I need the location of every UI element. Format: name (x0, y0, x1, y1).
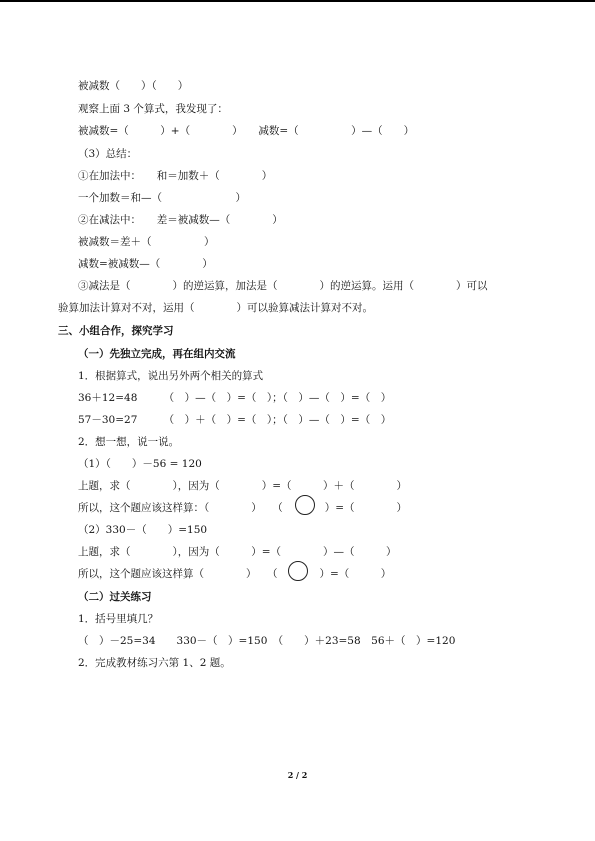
line-equation-57: 57－30=27 （ ）＋（ ）=（ ）；（ ）—（ ）=（ ） (78, 414, 392, 426)
line-problem-one-method: 所以，这个题应该这样算：（ ） （ ）=（ ） (78, 502, 408, 514)
line-exercises: （ ）－25=34 330－（ ）=150 （ ）＋23=58 56＋（ ）=120 (78, 635, 456, 647)
line-equation-36: 36＋12=48 （ ）—（ ）=（ ）；（ ）—（ ）=（ ） (78, 392, 392, 404)
line-addition-rule: ①在加法中： 和＝加数＋（ ） (78, 170, 273, 182)
line-summary-heading: （3）总结： (78, 148, 138, 160)
line-textbook-task: 2．完成教材练习六第 1、2 题。 (78, 657, 231, 669)
line-subtraction-rule: ②在减法中： 差＝被减数—（ ） (78, 214, 283, 226)
top-rule (0, 0, 595, 2)
subsection-two-heading: （二）过关练习 (78, 591, 152, 603)
line-problem-two: （2）330－（ ）=150 (78, 524, 208, 536)
page-number: 2 / 2 (287, 770, 308, 780)
line-problem-two-reason: 上题，求（ ），因为（ ）=（ ）—（ ） (78, 546, 397, 558)
line-inverse-operation: ③减法是（ ）的逆运算，加法是（ ）的逆运算。运用（ ）可以 (78, 280, 488, 292)
line-task-one: 1．根据算式，说出另外两个相关的算式 (78, 370, 264, 382)
section-three-heading: 三、小组合作，探究学习 (58, 325, 174, 337)
line-problem-two-method: 所以，这个题应该这样算（ ） （ ）=（ ） (78, 568, 392, 580)
line-addend-rule: 一个加数＝和—（ ） (78, 192, 246, 204)
line-observe: 观察上面 3 个算式，我发现了： (78, 103, 228, 115)
line-minuend-blanks: 被减数（ ）（ ） (78, 80, 189, 92)
line-problem-one-reason: 上题，求（ ），因为（ ）=（ ）＋（ ） (78, 480, 408, 492)
line-subtrahend-rule: 减数=被减数—（ ） (78, 258, 213, 270)
line-minuend-subtrahend: 被减数=（ ）+（ ） 减数=（ ）—（ ） (78, 125, 415, 137)
line-problem-one: （1）（ ）－56 = 120 (78, 458, 202, 470)
line-verify: 验算加法计算对不对，运用（ ）可以验算减法计算对不对。 (58, 302, 373, 314)
line-task-two: 2．想一想，说一说。 (78, 436, 180, 448)
operator-circle-1 (295, 495, 315, 515)
operator-circle-2 (288, 561, 308, 581)
line-fill-blanks: 1．括号里填几？ (78, 613, 159, 625)
line-minuend-rule: 被减数＝差＋（ ） (78, 236, 215, 248)
subsection-one-heading: （一）先独立完成，再在组内交流 (78, 348, 236, 360)
